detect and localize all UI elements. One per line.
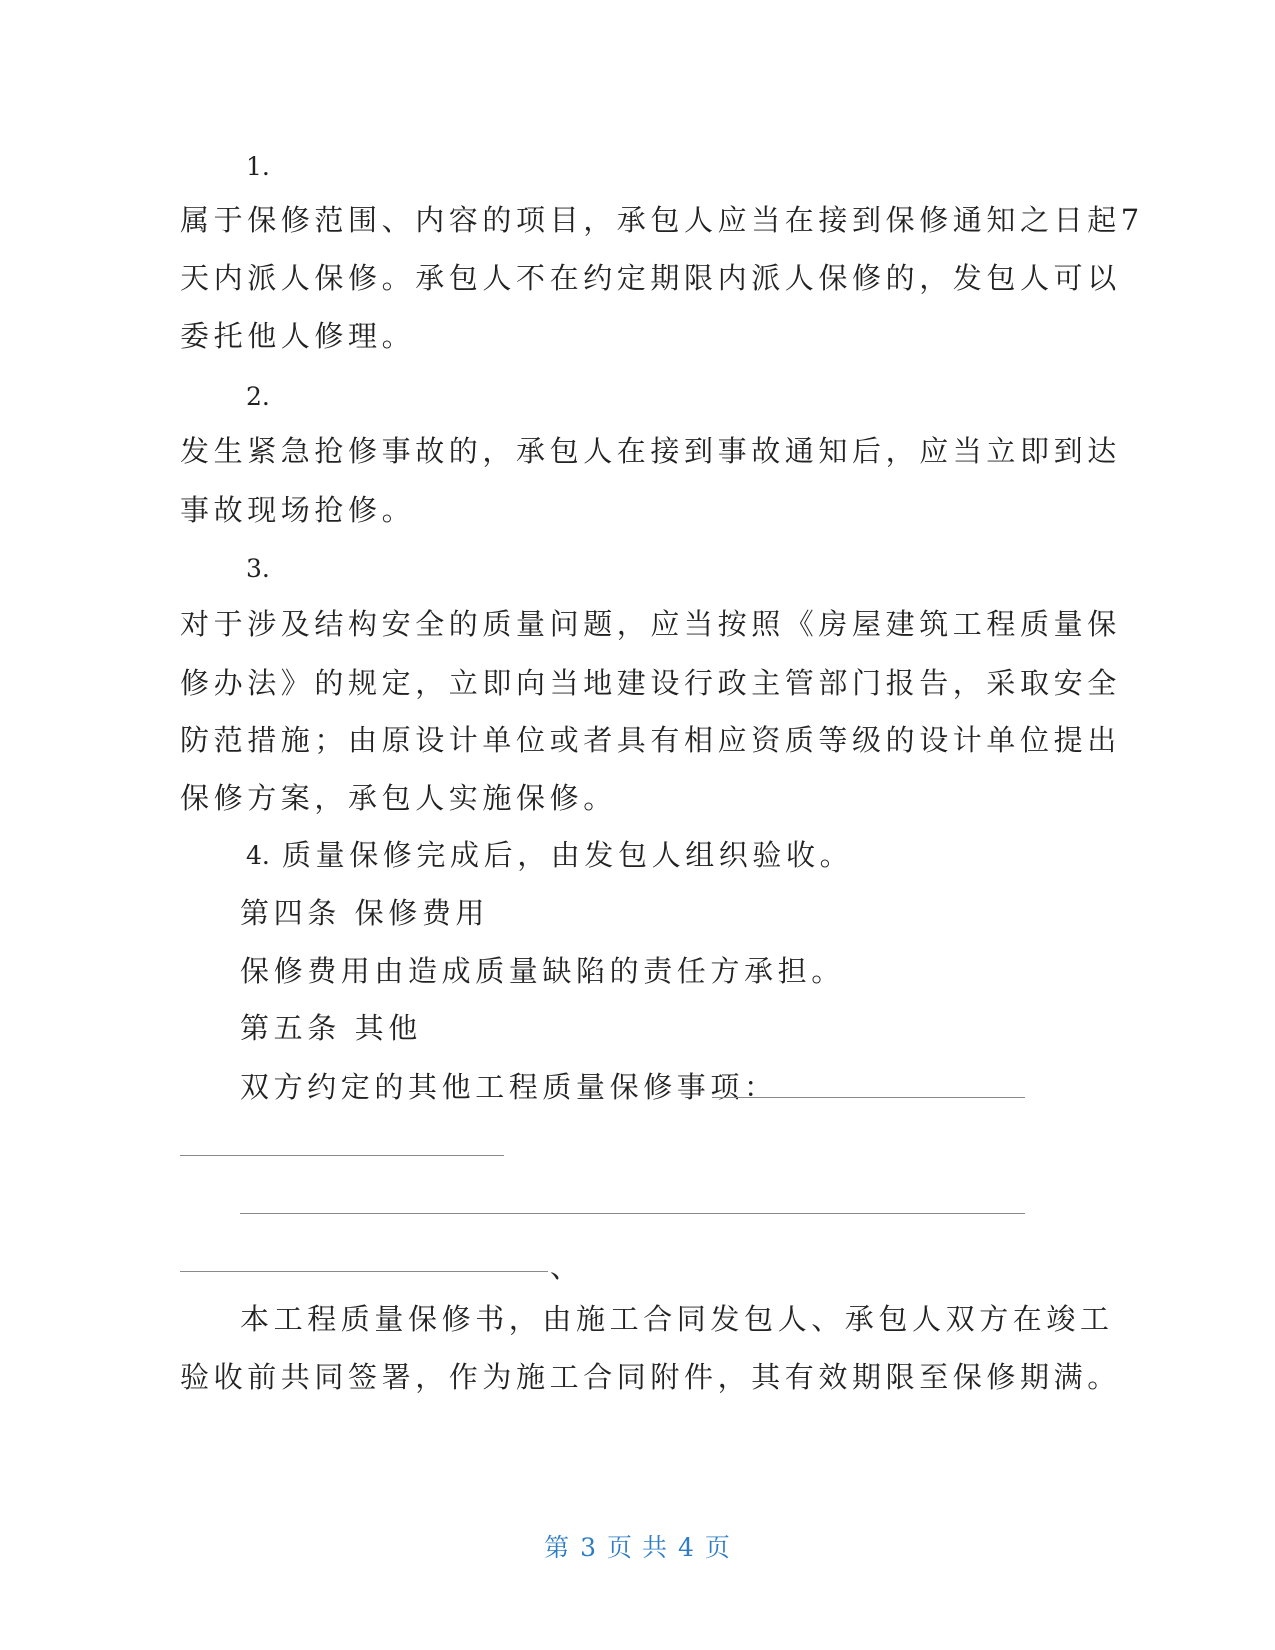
blank-line-2	[180, 1155, 504, 1156]
article-5-heading: 第五条 其他	[240, 1011, 422, 1045]
article-4-heading: 第四条 保修费用	[240, 896, 490, 930]
item-1-line-2: 天内派人保修。承包人不在约定期限内派人保修的，发包人可以	[180, 261, 1121, 295]
list-separator-mark: 、	[550, 1250, 584, 1284]
footer-total-pages: 4	[677, 1533, 695, 1562]
item-3-number: 3.	[246, 554, 270, 583]
footer-suffix: 页	[704, 1533, 731, 1562]
item-3-line-1: 对于涉及结构安全的质量问题，应当按照《房屋建筑工程质量保	[180, 607, 1121, 641]
item-3-line-4: 保修方案，承包人实施保修。	[180, 781, 617, 815]
footer-middle: 页 共	[607, 1533, 668, 1562]
item-3-line-2: 修办法》的规定，立即向当地建设行政主管部门报告，采取安全	[180, 666, 1121, 700]
closing-line-2: 验收前共同签署，作为施工合同附件，其有效期限至保修期满。	[180, 1360, 1121, 1394]
blank-line-3	[240, 1213, 1025, 1214]
blank-line-1	[712, 1097, 1025, 1098]
item-1-number: 1.	[246, 152, 270, 181]
item-4-text: 质量保修完成后，由发包人组织验收。	[282, 838, 854, 872]
item-2-line-1: 发生紧急抢修事故的，承包人在接到事故通知后，应当立即到达	[180, 434, 1121, 468]
closing-line-1: 本工程质量保修书，由施工合同发包人、承包人双方在竣工	[240, 1302, 1114, 1336]
article-5-body: 双方约定的其他工程质量保修事项：	[240, 1070, 778, 1104]
item-2-number: 2.	[246, 382, 270, 411]
page-footer	[0, 1533, 1275, 1563]
item-2-line-2: 事故现场抢修。	[180, 493, 416, 527]
blank-line-4	[180, 1271, 548, 1272]
article-4-body: 保修费用由造成质量缺陷的责任方承担。	[240, 954, 845, 988]
item-1-line-3: 委托他人修理。	[180, 319, 416, 353]
footer-prefix: 第	[544, 1533, 571, 1562]
item-3-line-3: 防范措施；由原设计单位或者具有相应资质等级的设计单位提出	[180, 723, 1121, 757]
item-4-number: 4.	[246, 841, 270, 870]
item-1-line-1: 属于保修范围、内容的项目，承包人应当在接到保修通知之日起7	[180, 203, 1144, 237]
footer-page-number: 3	[580, 1533, 598, 1562]
